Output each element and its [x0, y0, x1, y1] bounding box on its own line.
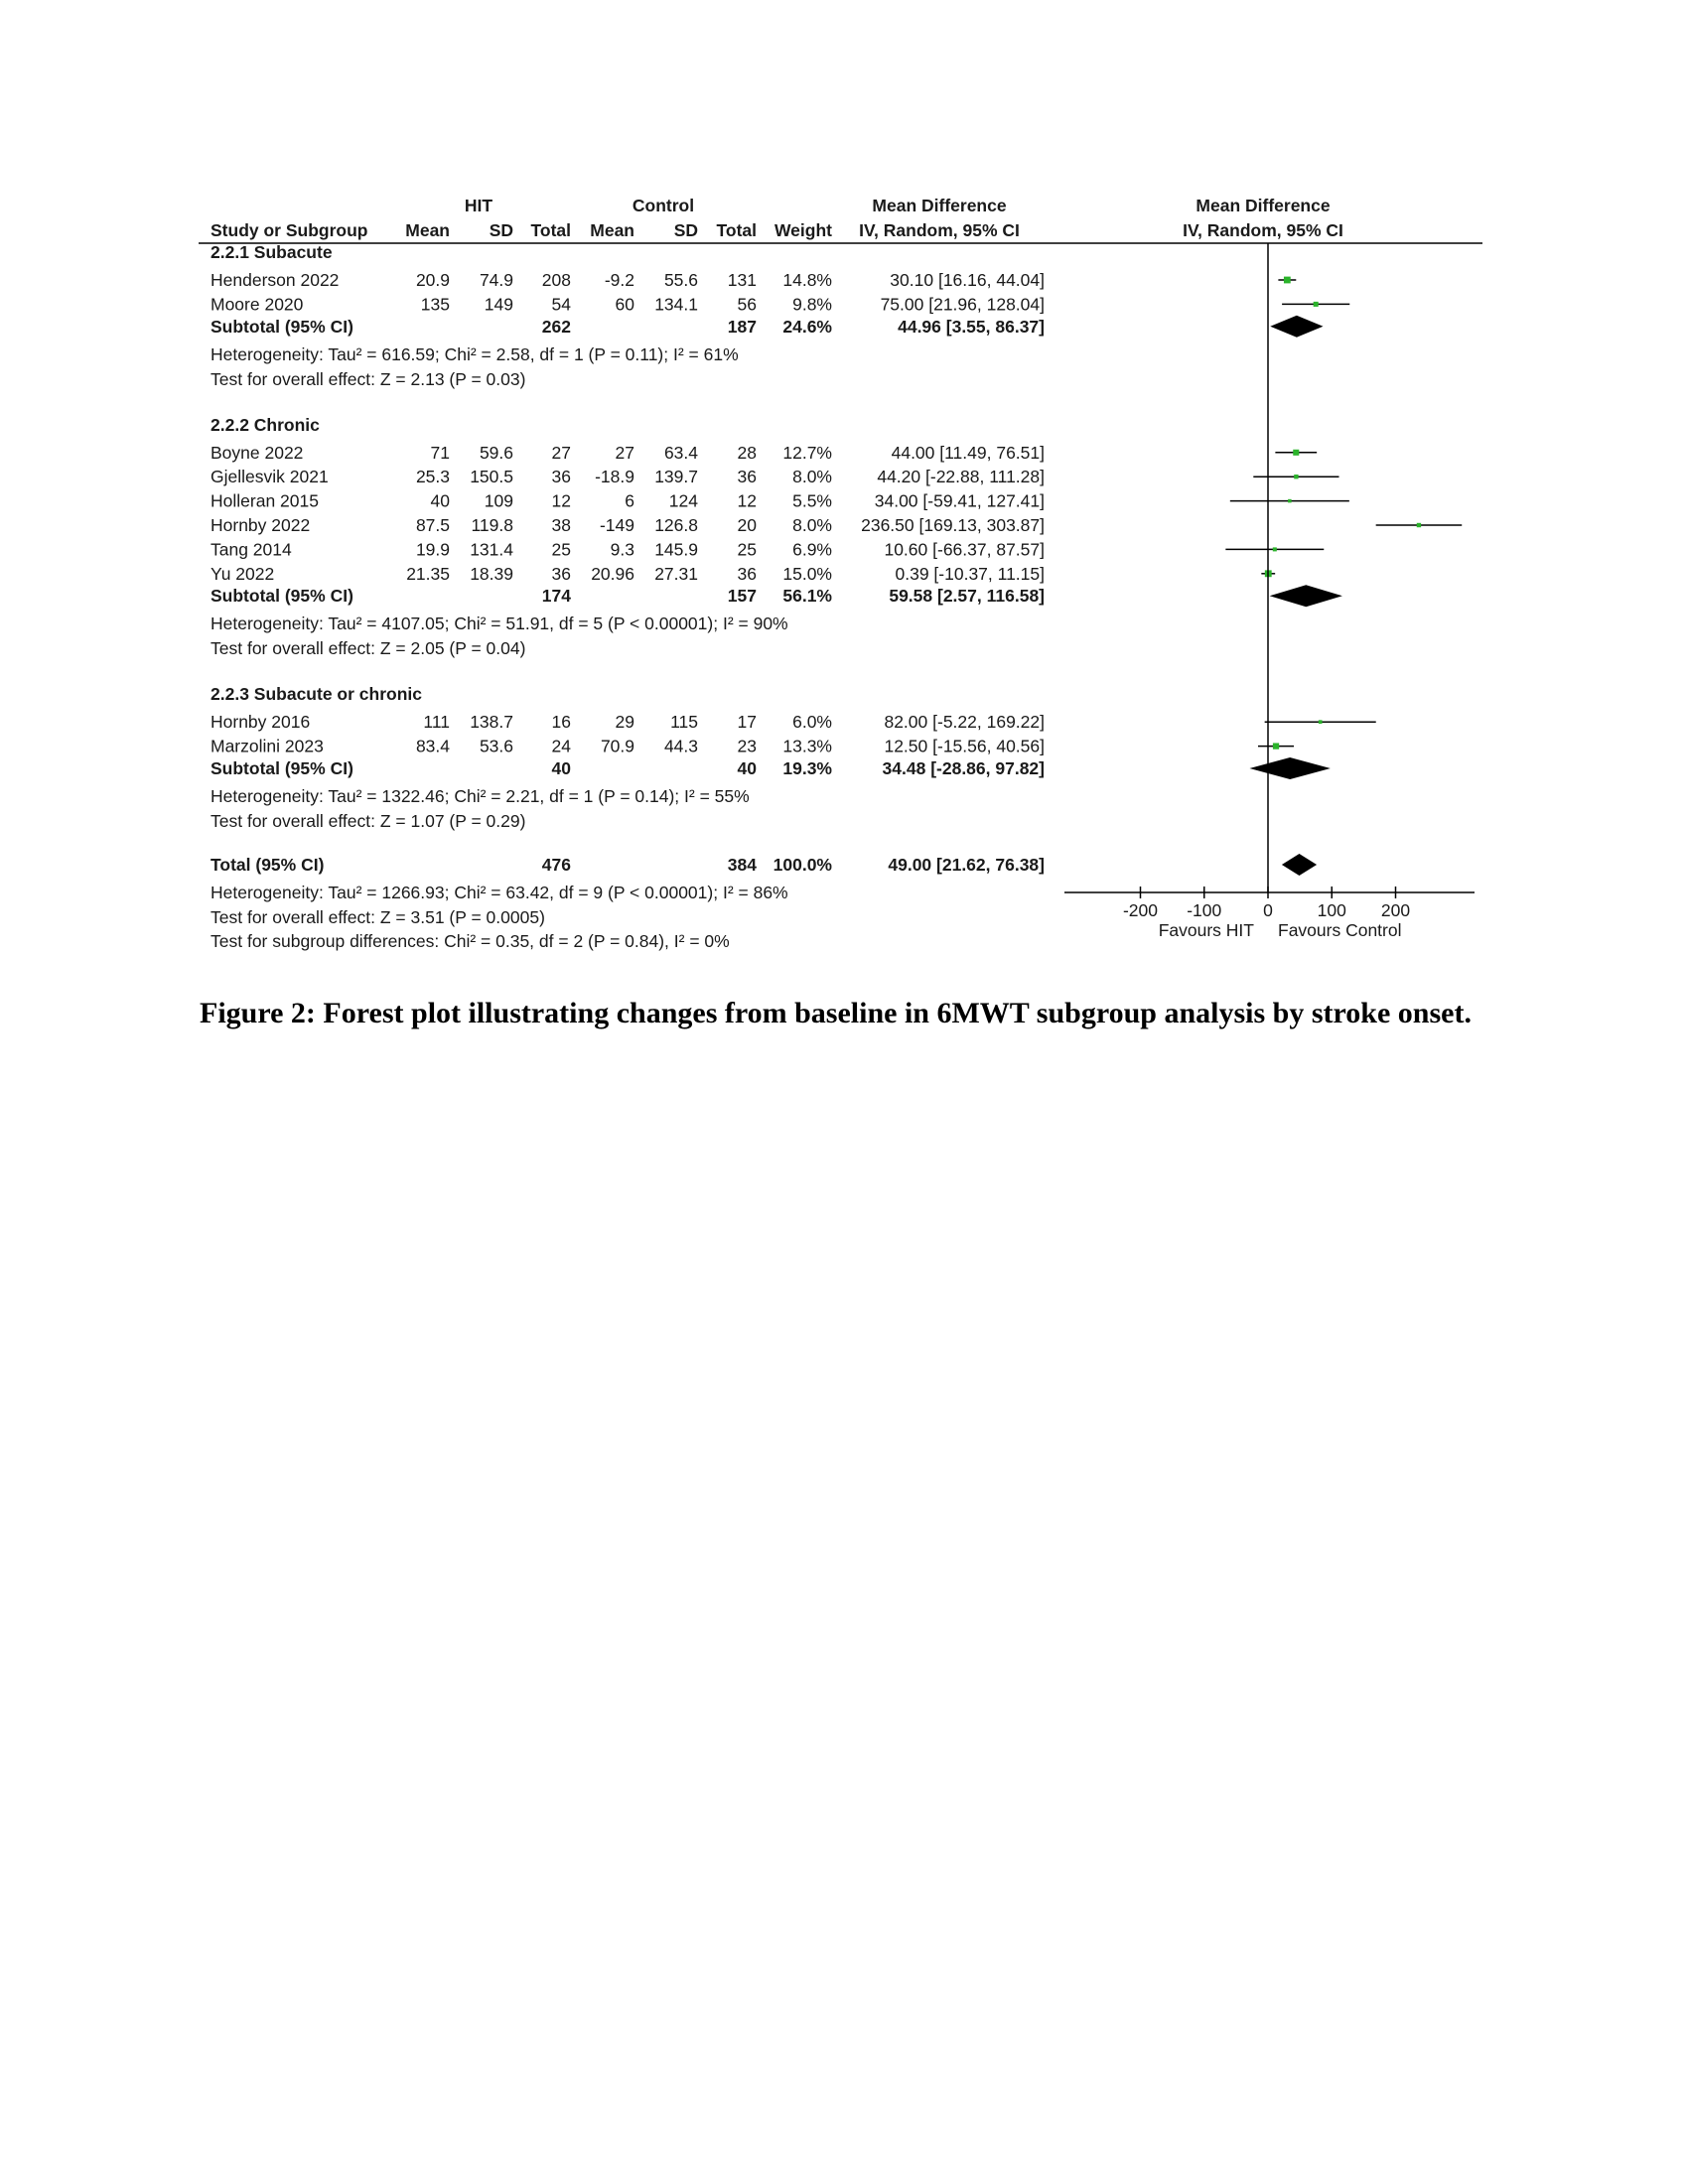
summary-diamond — [1270, 585, 1342, 607]
md-ci: 44.20 [-22.88, 111.28] — [877, 467, 1045, 487]
hit-sd: 18.39 — [470, 563, 513, 584]
control-sd: 115 — [670, 712, 698, 733]
x-axis-tick-label: 200 — [1380, 900, 1411, 920]
subtotal-label: Subtotal (95% CI) — [211, 758, 353, 778]
header-hit-mean: Mean — [405, 220, 450, 240]
control-mean: -149 — [599, 515, 634, 535]
subgroup-differences-text: Test for subgroup differences: Chi² = 0.35, df = 2 (P = 0.84), I² = 0% — [211, 931, 730, 951]
subtotal-label: Subtotal (95% CI) — [211, 316, 353, 337]
hit-sd: 131.4 — [470, 539, 513, 560]
hit-mean: 25.3 — [415, 467, 450, 487]
subgroup-label: 2.2.1 Subacute — [211, 242, 333, 262]
heterogeneity-text: Heterogeneity: Tau² = 4107.05; Chi² = 51.91, df = 5 (P < 0.00001); I² = 90% — [211, 614, 788, 634]
figure-caption: Figure 2: Forest plot illustrating changes from baseline in 6MWT subgroup analysis by stroke onset. — [200, 997, 1472, 1029]
heterogeneity-text: Heterogeneity: Tau² = 616.59; Chi² = 2.58, df = 1 (P = 0.11); I² = 61% — [211, 343, 739, 364]
hit-sd: 149 — [484, 294, 513, 315]
subtotal-md-ci: 59.58 [2.57, 116.58] — [889, 586, 1045, 607]
md-ci: 34.00 [-59.41, 127.41] — [874, 490, 1045, 511]
summary-diamond — [1270, 316, 1323, 338]
control-mean: 20.96 — [591, 563, 634, 584]
study-square — [1293, 450, 1299, 456]
weight: 14.8% — [782, 270, 832, 290]
study-name: Gjellesvik 2021 — [211, 467, 329, 487]
study-name: Henderson 2022 — [211, 270, 340, 290]
control-total: 36 — [737, 563, 757, 584]
subtotal-control-total: 40 — [737, 758, 757, 778]
study-name: Hornby 2022 — [211, 515, 311, 535]
control-total: 12 — [737, 490, 757, 511]
hit-total: 54 — [551, 294, 571, 315]
summary-diamond — [1249, 757, 1330, 779]
hit-mean: 19.9 — [415, 539, 450, 560]
study-square — [1273, 547, 1277, 551]
x-axis-tick-label: -100 — [1187, 900, 1222, 920]
study-square — [1294, 475, 1298, 478]
header-control: Control — [632, 196, 695, 215]
control-mean: 70.9 — [600, 736, 634, 756]
weight: 15.0% — [782, 563, 832, 584]
hit-total: 25 — [551, 539, 571, 560]
overall-effect-text: Test for overall effect: Z = 1.07 (P = 0.29) — [211, 811, 526, 831]
header-ctl-total: Total — [716, 220, 757, 240]
header-hit: HIT — [464, 196, 493, 215]
md-ci: 30.10 [16.16, 44.04] — [890, 270, 1045, 290]
hit-mean: 111 — [423, 712, 450, 733]
weight: 8.0% — [792, 515, 832, 535]
hit-total: 24 — [551, 736, 571, 756]
study-name: Tang 2014 — [211, 539, 292, 560]
subtotal-hit-total: 262 — [541, 316, 571, 337]
favours-left-label: Favours HIT — [1158, 920, 1254, 940]
header-md-title: Mean Difference — [872, 196, 1007, 215]
subtotal-control-total: 187 — [727, 316, 757, 337]
md-ci: 10.60 [-66.37, 87.57] — [884, 539, 1045, 560]
hit-sd: 119.8 — [471, 515, 513, 535]
study-name: Hornby 2016 — [211, 712, 311, 733]
study-square — [1284, 277, 1291, 284]
control-sd: 55.6 — [663, 270, 698, 290]
subtotal-label: Subtotal (95% CI) — [211, 586, 353, 607]
subtotal-md-ci: 34.48 [-28.86, 97.82] — [882, 758, 1045, 778]
hit-sd: 138.7 — [470, 712, 513, 733]
forest-plot-area — [1064, 243, 1475, 940]
subtotal-hit-total: 174 — [541, 586, 571, 607]
weight: 13.3% — [782, 736, 832, 756]
hit-total: 27 — [551, 442, 571, 463]
study-square — [1417, 523, 1421, 527]
forest-rows — [211, 242, 1045, 951]
hit-sd: 53.6 — [479, 736, 513, 756]
weight: 8.0% — [792, 467, 832, 487]
total-overall-effect-text: Test for overall effect: Z = 3.51 (P = 0.0005) — [211, 907, 545, 927]
hit-total: 16 — [551, 712, 571, 733]
control-mean: 6 — [625, 490, 634, 511]
md-ci: 12.50 [-15.56, 40.56] — [884, 736, 1045, 756]
hit-total: 38 — [551, 515, 571, 535]
control-total: 25 — [737, 539, 757, 560]
subtotal-hit-total: 40 — [551, 758, 571, 778]
total-heterogeneity-text: Heterogeneity: Tau² = 1266.93; Chi² = 63.42, df = 9 (P < 0.00001); I² = 86% — [211, 883, 788, 902]
control-sd: 27.31 — [654, 563, 698, 584]
control-sd: 63.4 — [663, 442, 698, 463]
hit-total: 12 — [551, 490, 571, 511]
hit-mean: 135 — [420, 294, 450, 315]
overall-effect-text: Test for overall effect: Z = 2.05 (P = 0.04) — [211, 638, 526, 659]
control-sd: 44.3 — [663, 736, 698, 756]
hit-total: 36 — [551, 467, 571, 487]
control-total: 28 — [737, 442, 757, 463]
header-md-method-plot: IV, Random, 95% CI — [1183, 220, 1343, 240]
total-label: Total (95% CI) — [211, 855, 325, 875]
total-weight: 100.0% — [773, 855, 832, 875]
control-sd: 145.9 — [654, 539, 698, 560]
x-axis-tick-label: 0 — [1263, 900, 1273, 920]
control-mean: 27 — [615, 442, 634, 463]
control-mean: -9.2 — [604, 270, 634, 290]
study-name: Holleran 2015 — [211, 490, 319, 511]
hit-mean: 83.4 — [415, 736, 450, 756]
weight: 6.0% — [792, 712, 832, 733]
hit-mean: 40 — [430, 490, 450, 511]
control-mean: 60 — [615, 294, 634, 315]
hit-sd: 59.6 — [479, 442, 513, 463]
hit-sd: 150.5 — [470, 467, 513, 487]
subtotal-md-ci: 44.96 [3.55, 86.37] — [898, 316, 1045, 337]
total-md-ci: 49.00 [21.62, 76.38] — [888, 855, 1045, 875]
overall-effect-text: Test for overall effect: Z = 2.13 (P = 0.03) — [211, 368, 526, 389]
study-name: Marzolini 2023 — [211, 736, 324, 756]
subtotal-control-total: 157 — [727, 586, 757, 607]
favours-right-label: Favours Control — [1278, 920, 1402, 940]
hit-mean: 71 — [430, 442, 450, 463]
header-md-method: IV, Random, 95% CI — [859, 220, 1020, 240]
control-total: 56 — [737, 294, 757, 315]
study-square — [1319, 720, 1323, 724]
total-hit-total: 476 — [541, 855, 571, 875]
md-ci: 82.00 [-5.22, 169.22] — [884, 712, 1045, 733]
subtotal-weight: 24.6% — [782, 316, 832, 337]
study-name: Yu 2022 — [211, 563, 275, 584]
weight: 6.9% — [792, 539, 832, 560]
study-square — [1273, 743, 1279, 749]
control-mean: -18.9 — [595, 467, 634, 487]
forest-plot — [0, 0, 1688, 983]
hit-mean: 20.9 — [415, 270, 450, 290]
header-ctl-sd: SD — [673, 220, 698, 240]
subtotal-weight: 56.1% — [782, 586, 832, 607]
subgroup-label: 2.2.3 Subacute or chronic — [211, 684, 422, 705]
md-ci: 75.00 [21.96, 128.04] — [880, 294, 1045, 315]
control-total: 23 — [737, 736, 757, 756]
control-mean: 9.3 — [610, 539, 634, 560]
md-ci: 236.50 [169.13, 303.87] — [861, 515, 1045, 535]
control-sd: 126.8 — [654, 515, 698, 535]
hit-sd: 74.9 — [479, 270, 513, 290]
x-axis-tick-label: -200 — [1122, 900, 1159, 920]
header-study: Study or Subgroup — [211, 220, 368, 240]
md-ci: 44.00 [11.49, 76.51] — [891, 442, 1045, 463]
hit-mean: 87.5 — [415, 515, 450, 535]
md-ci: 0.39 [-10.37, 11.15] — [895, 563, 1045, 584]
total-control-total: 384 — [727, 855, 757, 875]
summary-diamond — [1282, 854, 1317, 876]
study-name: Moore 2020 — [211, 294, 304, 315]
header-weight: Weight — [774, 220, 832, 240]
hit-total: 36 — [551, 563, 571, 584]
weight: 12.7% — [782, 442, 832, 463]
control-sd: 124 — [668, 490, 698, 511]
control-total: 36 — [737, 467, 757, 487]
study-name: Boyne 2022 — [211, 442, 304, 463]
control-sd: 134.1 — [654, 294, 698, 315]
heterogeneity-text: Heterogeneity: Tau² = 1322.46; Chi² = 2.21, df = 1 (P = 0.14); I² = 55% — [211, 786, 750, 806]
hit-total: 208 — [541, 270, 571, 290]
control-total: 131 — [727, 270, 757, 290]
study-square — [1314, 302, 1319, 307]
x-axis-tick-label: 100 — [1317, 900, 1346, 920]
weight: 5.5% — [792, 490, 832, 511]
control-sd: 139.7 — [654, 467, 698, 487]
subgroup-label: 2.2.2 Chronic — [211, 414, 320, 435]
control-total: 17 — [737, 712, 757, 733]
subtotal-weight: 19.3% — [782, 758, 832, 778]
control-total: 20 — [737, 515, 757, 535]
header-hit-total: Total — [530, 220, 571, 240]
header-ctl-mean: Mean — [590, 220, 634, 240]
header-hit-sd: SD — [489, 220, 513, 240]
header-md-title-plot: Mean Difference — [1196, 196, 1331, 215]
study-square — [1288, 499, 1292, 503]
control-mean: 29 — [615, 712, 634, 733]
hit-mean: 21.35 — [406, 563, 450, 584]
weight: 9.8% — [792, 294, 832, 315]
hit-sd: 109 — [484, 490, 513, 511]
